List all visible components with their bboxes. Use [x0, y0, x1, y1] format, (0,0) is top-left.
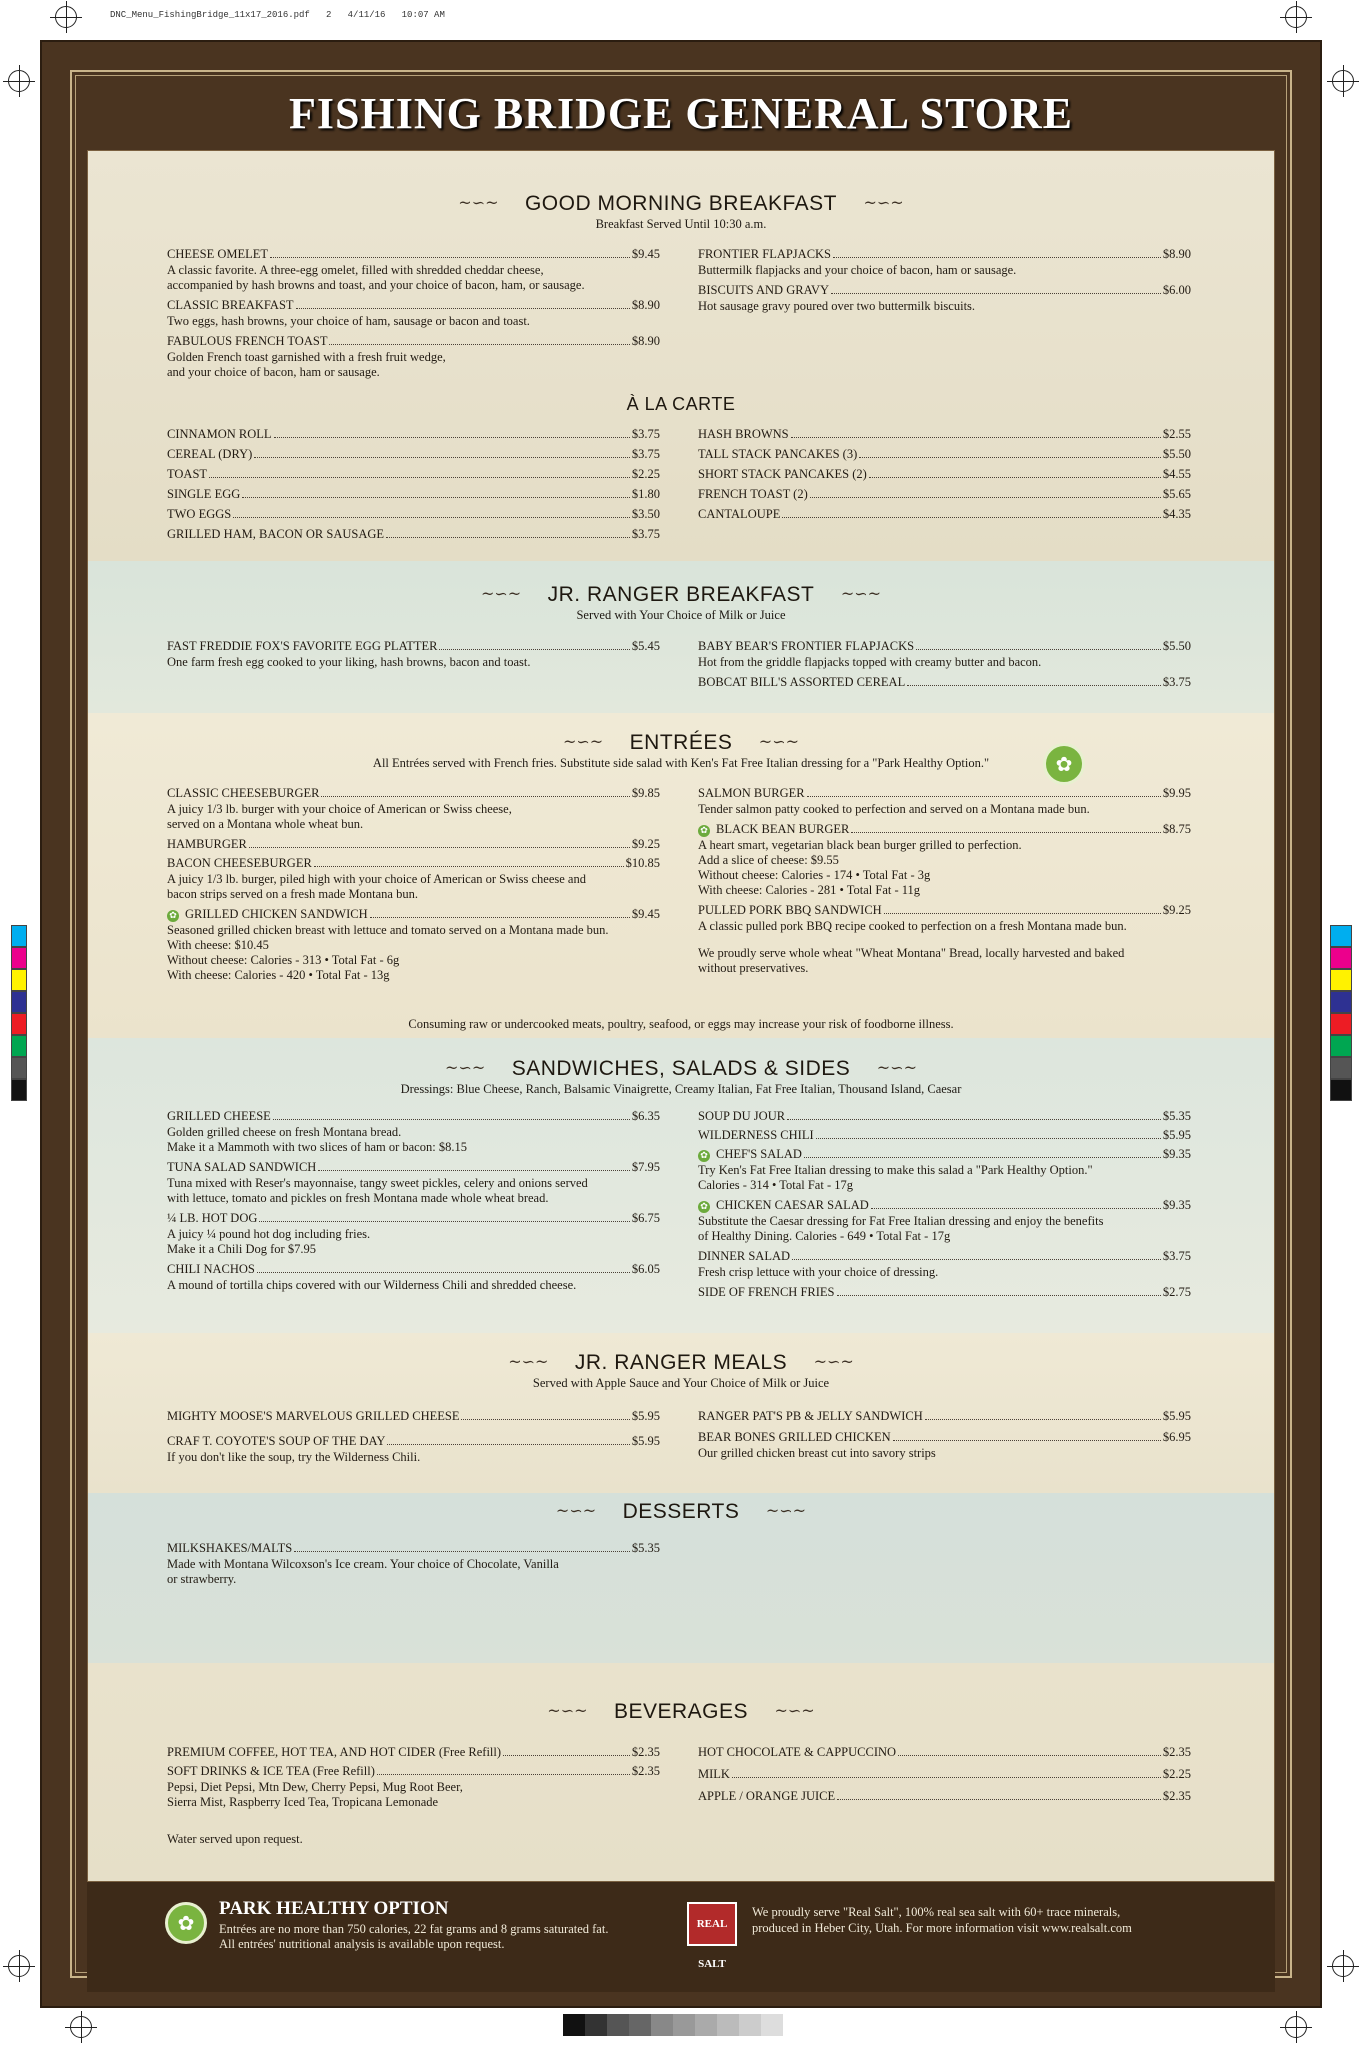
menu-item: ✿ GRILLED CHICKEN SANDWICH $9.45	[167, 907, 660, 922]
sandwiches-right-column	[698, 1109, 1191, 1304]
item-description: Two eggs, hash browns, your choice of ham, sausage or bacon and toast.	[167, 314, 530, 328]
beverages-left-column	[167, 1745, 660, 1852]
menu-item: CINNAMON ROLL $3.75	[167, 427, 660, 441]
section-sandwiches-header	[88, 1057, 1274, 1097]
item-description: Golden French toast garnished with a fresh fruit wedge, and your choice of bacon, ham or sausage.	[167, 350, 446, 379]
menu-body	[87, 150, 1275, 1882]
footer-bar	[87, 1882, 1275, 1992]
item-description: Made with Montana Wilcoxson's Ice cream. Your choice of Chocolate, Vanilla or strawberry.	[167, 1557, 559, 1586]
menu-item: BOBCAT BILL'S ASSORTED CEREAL $3.75	[698, 675, 1191, 689]
sandwiches-left-column	[167, 1109, 660, 1298]
real-salt-logo: REAL SALT	[687, 1902, 737, 1946]
jr-breakfast-left-column	[167, 639, 660, 675]
menu-item: BACON CHEESEBURGER $10.85	[167, 856, 660, 870]
menu-item: MILK $2.25	[698, 1767, 1191, 1781]
registration-mark-right-bottom	[1332, 1955, 1354, 1977]
item-description: Our grilled chicken breast cut into savory strips	[698, 1446, 936, 1460]
desserts-left-column	[167, 1541, 660, 1592]
menu-item: CHILI NACHOS $6.05	[167, 1262, 660, 1276]
item-description: Buttermilk flapjacks and your choice of bacon, ham or sausage.	[698, 263, 1017, 277]
item-description: A mound of tortilla chips covered with our Wilderness Chili and shredded cheese.	[167, 1278, 577, 1292]
menu-item: BISCUITS AND GRAVY $6.00	[698, 283, 1191, 297]
entrees-left-column	[167, 786, 660, 988]
swirl-ornament-icon: ~∽~	[876, 1058, 917, 1077]
menu-item: TOAST $2.25	[167, 467, 660, 481]
section-title: DESSERTS	[622, 1500, 740, 1523]
menu-item: BEAR BONES GRILLED CHICKEN $6.95	[698, 1430, 1191, 1444]
menu-item: SALMON BURGER $9.95	[698, 786, 1191, 800]
menu-item: SOFT DRINKS & ICE TEA (Free Refill) $2.35	[167, 1764, 660, 1778]
gray-scale-strip	[563, 2014, 783, 2036]
section-subtitle: Dressings: Blue Cheese, Ranch, Balsamic Vinaigrette, Creamy Italian, Fat Free Italian, Thousand Island, Caesar	[400, 1082, 962, 1096]
entrees-right-column	[698, 786, 1191, 981]
menu-item: HOT CHOCOLATE & CAPPUCCINO $2.35	[698, 1745, 1191, 1759]
menu-item: MIGHTY MOOSE'S MARVELOUS GRILLED CHEESE $5.95	[167, 1409, 660, 1423]
menu-item: PULLED PORK BBQ SANDWICH $9.25	[698, 903, 1191, 917]
registration-mark-top-left	[55, 6, 77, 28]
bread-note: We proudly serve whole wheat "Wheat Montana" Bread, locally harvested and baked without preservatives.	[698, 946, 1125, 975]
menu-item: ✿ BLACK BEAN BURGER $8.75	[698, 822, 1191, 837]
menu-item: FRENCH TOAST (2) $5.65	[698, 487, 1191, 501]
item-description: Seasoned grilled chicken breast with lettuce and tomato served on a Montana made bun. With cheese: $10.45 Without cheese: Calories - 313 • Total Fat - 6g With cheese: Calories - 420 • Total Fat - 13g	[167, 923, 609, 982]
menu-item: ✿ CHICKEN CAESAR SALAD $9.35	[698, 1198, 1191, 1213]
menu-item: ✿ CHEF'S SALAD $9.35	[698, 1147, 1191, 1162]
phb-text: Entrées are no more than 750 calories, 22 fat grams and 8 grams saturated fat. All entrées' nutritional analysis is available upon request.	[219, 1922, 609, 1951]
color-bar-right	[1330, 925, 1352, 1101]
swirl-ornament-icon: ~∽~	[480, 584, 522, 603]
item-description: Substitute the Caesar dressing for Fat Free Italian dressing and enjoy the benefits of Healthy Dining. Calories - 649 • Total Fat - 17g	[698, 1214, 1104, 1243]
item-description: Golden grilled cheese on fresh Montana bread. Make it a Mammoth with two slices of ham or bacon: $8.15	[167, 1125, 467, 1154]
menu-item: MILKSHAKES/MALTS $5.35	[167, 1541, 660, 1555]
menu-item: CANTALOUPE $4.35	[698, 507, 1191, 521]
section-subtitle: Breakfast Served Until 10:30 a.m.	[595, 217, 767, 231]
item-description: Hot sausage gravy poured over two buttermilk biscuits.	[698, 299, 976, 313]
section-breakfast-header	[88, 192, 1274, 232]
healthy-leaf-icon: ✿	[167, 910, 179, 922]
menu-item: CRAF T. COYOTE'S SOUP OF THE DAY $5.95	[167, 1434, 660, 1448]
phb-title: PARK HEALTHY OPTION	[219, 1898, 449, 1919]
menu-item: SIDE OF FRENCH FRIES $2.75	[698, 1285, 1191, 1299]
section-title: À LA CARTE	[626, 394, 736, 414]
park-healthy-badge-icon: ✿	[1043, 743, 1085, 785]
menu-item: CEREAL (DRY) $3.75	[167, 447, 660, 461]
menu-item: TALL STACK PANCAKES (3) $5.50	[698, 447, 1191, 461]
item-description: A classic pulled pork BBQ recipe cooked to perfection on a fresh Montana made bun.	[698, 919, 1127, 933]
menu-item: ¼ LB. HOT DOG $6.75	[167, 1211, 660, 1225]
item-description: If you don't like the soup, try the Wilderness Chili.	[167, 1450, 421, 1464]
swirl-ornament-icon: ~∽~	[813, 1352, 854, 1371]
alacarte-left-column	[167, 427, 660, 547]
swirl-ornament-icon: ~∽~	[458, 193, 499, 212]
menu-item: CLASSIC BREAKFAST $8.90	[167, 298, 660, 312]
swirl-ornament-icon: ~∽~	[840, 584, 882, 603]
section-subtitle: Served with Your Choice of Milk or Juice	[576, 608, 786, 622]
registration-mark-left-bottom	[8, 1955, 30, 1977]
alacarte-right-column	[698, 427, 1191, 527]
menu-item: APPLE / ORANGE JUICE $2.35	[698, 1789, 1191, 1803]
item-description: One farm fresh egg cooked to your liking, hash browns, bacon and toast.	[167, 655, 531, 669]
item-description: Tuna mixed with Reser's mayonnaise, tangy sweet pickles, celery and onions served with lettuce, tomato and pickles on fresh Montana made whole wheat bread.	[167, 1176, 588, 1205]
healthy-leaf-icon: ✿	[698, 1201, 710, 1213]
swirl-ornament-icon: ~∽~	[508, 1352, 549, 1371]
section-entrees-header	[88, 731, 1274, 771]
registration-mark-bottom-right	[1285, 2016, 1307, 2038]
swirl-ornament-icon: ~∽~	[555, 1501, 597, 1520]
foodborne-warning: Consuming raw or undercooked meats, poultry, seafood, or eggs may increase your risk of foodborne illness.	[408, 1017, 954, 1031]
real-salt-text: We proudly serve "Real Salt", 100% real sea salt with 60+ trace minerals, produced in Heber City, Utah. For more information visit www.realsalt.com	[752, 1905, 1132, 1935]
item-description: A juicy 1/3 lb. burger with your choice of American or Swiss cheese, served on a Montana whole wheat bun.	[167, 802, 512, 831]
section-subtitle: All Entrées served with French fries. Substitute side salad with Ken's Fat Free Italian dressing for a "Park Healthy Option."	[372, 756, 990, 770]
breakfast-left-column	[167, 247, 660, 385]
section-subtitle: Served with Apple Sauce and Your Choice of Milk or Juice	[532, 1376, 830, 1390]
section-title: ENTRÉES	[629, 731, 733, 754]
section-title: SANDWICHES, SALADS & SIDES	[511, 1057, 851, 1080]
item-description: Try Ken's Fat Free Italian dressing to make this salad a "Park Healthy Option." Calories - 314 • Total Fat - 17g	[698, 1163, 1093, 1192]
swirl-ornament-icon: ~∽~	[863, 193, 904, 212]
menu-item: DINNER SALAD $3.75	[698, 1249, 1191, 1263]
menu-item: PREMIUM COFFEE, HOT TEA, AND HOT CIDER (Free Refill) $2.35	[167, 1745, 660, 1759]
swirl-ornament-icon: ~∽~	[562, 732, 604, 751]
healthy-leaf-icon: ✿	[698, 1150, 710, 1162]
menu-item: CLASSIC CHEESEBURGER $9.85	[167, 786, 660, 800]
menu-item: HASH BROWNS $2.55	[698, 427, 1191, 441]
section-jr-meals-header	[88, 1351, 1274, 1391]
healthy-leaf-icon: ✿	[698, 825, 710, 837]
swirl-ornament-icon: ~∽~	[774, 1701, 815, 1720]
menu-item: SHORT STACK PANCAKES (2) $4.55	[698, 467, 1191, 481]
menu-item: RANGER PAT'S PB & JELLY SANDWICH $5.95	[698, 1409, 1191, 1423]
menu-item: GRILLED CHEESE $6.35	[167, 1109, 660, 1123]
menu-item: FAST FREDDIE FOX'S FAVORITE EGG PLATTER $5.45	[167, 639, 660, 653]
menu-item: HAMBURGER $9.25	[167, 837, 660, 851]
menu-item: TUNA SALAD SANDWICH $7.95	[167, 1160, 660, 1174]
section-jr-breakfast-header	[88, 583, 1274, 623]
swirl-ornament-icon: ~∽~	[758, 732, 800, 751]
swirl-ornament-icon: ~∽~	[765, 1501, 807, 1520]
swirl-ornament-icon: ~∽~	[547, 1701, 588, 1720]
menu-item: FABULOUS FRENCH TOAST $8.90	[167, 334, 660, 348]
section-title: JR. RANGER MEALS	[574, 1351, 788, 1374]
item-description: A heart smart, vegetarian black bean burger grilled to perfection. Add a slice of cheese: $9.55 Without cheese: Calories - 174 • Total Fat - 3g With cheese: Calories - 281 • Total Fat - 11g	[698, 838, 1022, 897]
registration-mark-bottom-left	[70, 2016, 92, 2038]
water-note: Water served upon request.	[167, 1832, 303, 1846]
print-slug: DNC_Menu_FishingBridge_11x17_2016.pdf 2 4/11/16 10:07 AM	[110, 10, 445, 20]
item-description: Hot from the griddle flapjacks topped with creamy butter and bacon.	[698, 655, 1042, 669]
park-healthy-logo-icon: ✿	[165, 1902, 207, 1944]
item-description: Tender salmon patty cooked to perfection and served on a Montana made bun.	[698, 802, 1090, 816]
menu-item: GRILLED HAM, BACON OR SAUSAGE $3.75	[167, 527, 660, 541]
menu-item: SOUP DU JOUR $5.35	[698, 1109, 1191, 1123]
color-bar-left	[11, 925, 27, 1101]
section-title: BEVERAGES	[613, 1700, 749, 1723]
menu-item: CHEESE OMELET $9.45	[167, 247, 660, 261]
registration-mark-top-right	[1285, 6, 1307, 28]
section-alacarte-header	[88, 394, 1274, 415]
item-description: A classic favorite. A three-egg omelet, filled with shredded cheddar cheese, accompanied by hash browns and toast, and your choice of bacon, ham, or sausage.	[167, 263, 585, 292]
section-title: JR. RANGER BREAKFAST	[547, 583, 815, 606]
section-title: GOOD MORNING BREAKFAST	[524, 192, 838, 215]
menu-item: WILDERNESS CHILI $5.95	[698, 1128, 1191, 1142]
menu-item: TWO EGGS $3.50	[167, 507, 660, 521]
swirl-ornament-icon: ~∽~	[445, 1058, 486, 1077]
item-description: Fresh crisp lettuce with your choice of dressing.	[698, 1265, 939, 1279]
item-description: A juicy ¼ pound hot dog including fries. Make it a Chili Dog for $7.95	[167, 1227, 371, 1256]
menu-item: BABY BEAR'S FRONTIER FLAPJACKS $5.50	[698, 639, 1191, 653]
store-title: FISHING BRIDGE GENERAL STORE	[289, 89, 1073, 138]
section-beverages-header	[88, 1700, 1274, 1724]
section-desserts-header	[88, 1500, 1274, 1524]
jr-meals-right-column	[698, 1409, 1191, 1466]
jr-meals-left-column	[167, 1409, 660, 1470]
breakfast-right-column	[698, 247, 1191, 319]
item-description: Pepsi, Diet Pepsi, Mtn Dew, Cherry Pepsi, Mug Root Beer, Sierra Mist, Raspberry Iced Tea, Tropicana Lemonade	[167, 1780, 463, 1809]
item-description: A juicy 1/3 lb. burger, piled high with your choice of American or Swiss cheese and bacon strips served on a fresh made Montana bun.	[167, 872, 586, 901]
jr-breakfast-right-column	[698, 639, 1191, 694]
menu-item: FRONTIER FLAPJACKS $8.90	[698, 247, 1191, 261]
menu-item: SINGLE EGG $1.80	[167, 487, 660, 501]
beverages-right-column	[698, 1745, 1191, 1811]
